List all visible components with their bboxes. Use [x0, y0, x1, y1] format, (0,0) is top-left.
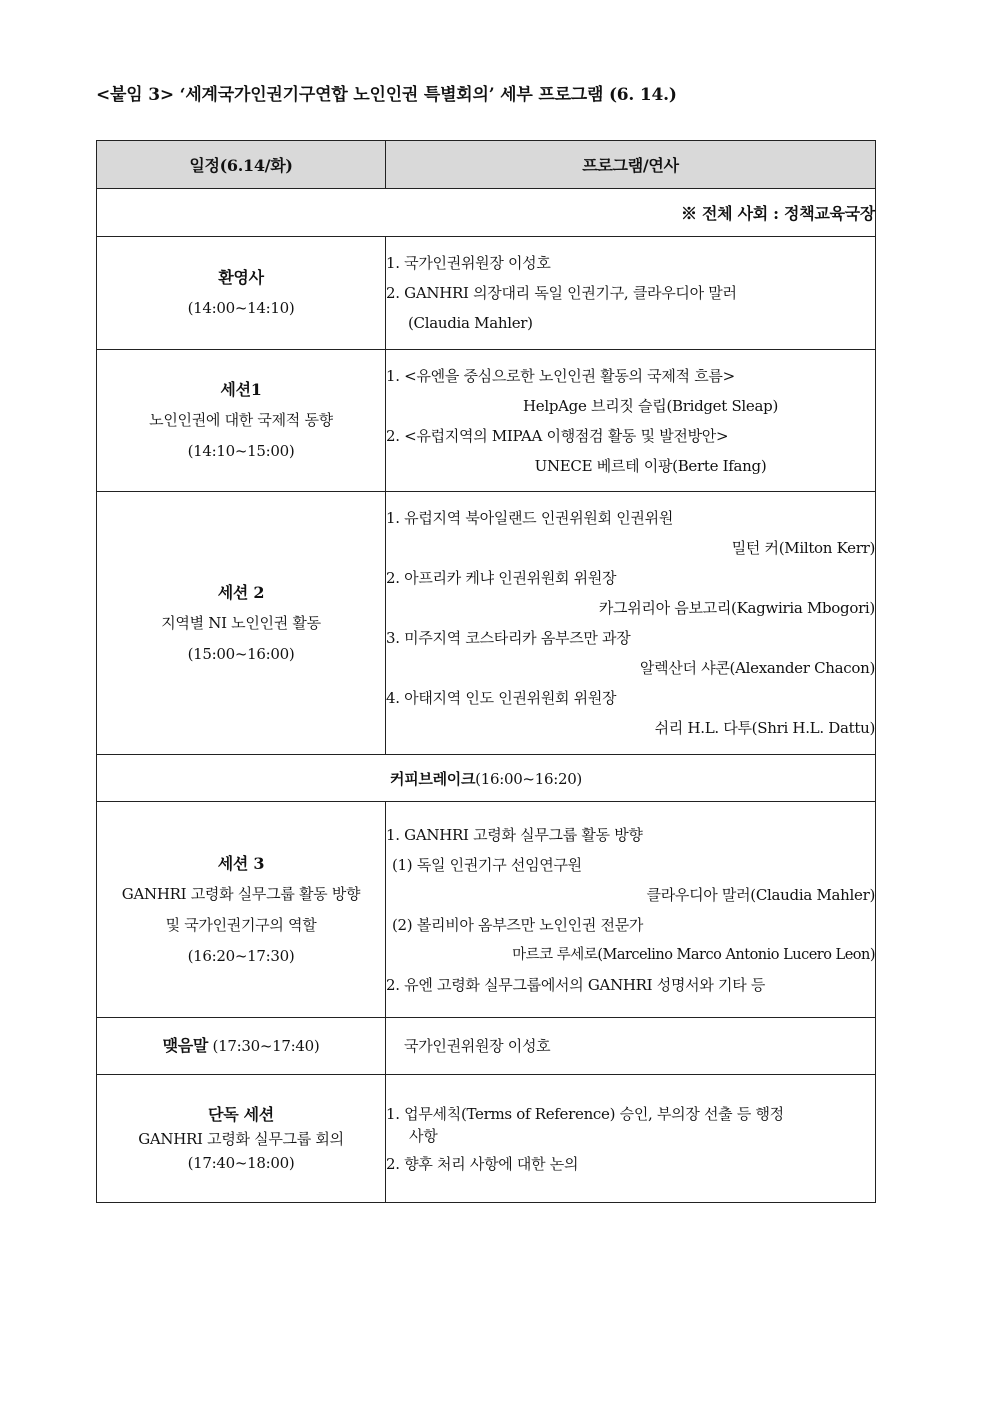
session1-name: 세션1 — [220, 380, 262, 399]
session2-name: 세션 2 — [217, 582, 265, 602]
session3-time: (16:20~17:30) — [187, 946, 295, 965]
session2-item4: 4. 아태지역 인도 인권위원회 위원장 — [386, 689, 617, 707]
solo-time: (17:40~18:00) — [187, 1153, 295, 1172]
coffee-time: (16:00~16:20) — [475, 769, 582, 788]
coffee-label: 커피브레이크 — [390, 769, 476, 788]
welcome-row — [97, 237, 876, 350]
header-schedule: 일정(6.14/화) — [97, 141, 386, 189]
welcome-line2b: (Claudia Mahler) — [408, 314, 533, 332]
session1-speaker1: HelpAge 브리짓 슬립(Bridget Sleap) — [522, 396, 779, 415]
welcome-line1: 1. 국가인권위원장 이성호 — [386, 254, 551, 272]
session3-item2: 2. 유엔 고령화 실무그룹에서의 GANHRI 성명서와 기타 등 — [386, 975, 766, 994]
moderator-note: ※ 전체 사회 : 정책교육국장 — [97, 189, 876, 237]
closing-program — [386, 1018, 876, 1075]
solo-name: 단독 세션 — [208, 1104, 274, 1124]
closing-time: (17:30~17:40) — [208, 1037, 320, 1055]
session3-item1: 1. GANHRI 고령화 실무그룹 활동 방향 — [386, 825, 643, 844]
session1-speaker2: UNECE 베르테 이팡(Berte Ifang) — [534, 456, 767, 475]
session3-schedule — [97, 802, 386, 1018]
solo-item1b: 사항 — [409, 1126, 438, 1145]
welcome-line2: 2. GANHRI 의장대리 독일 인권기구, 클라우디아 말러 — [386, 284, 737, 302]
moderator-row — [97, 189, 876, 237]
solo-subtitle: GANHRI 고령화 실무그룹 회의 — [138, 1129, 344, 1148]
session2-speaker4: 쉬리 H.L. 다투(Shri H.L. Dattu) — [654, 719, 875, 737]
solo-item2: 2. 향후 처리 사항에 대한 논의 — [386, 1154, 579, 1173]
solo-row — [97, 1075, 876, 1203]
session3-sub2: (2) 볼리비아 옴부즈만 노인인권 전문가 — [392, 915, 644, 934]
session3-program — [386, 802, 876, 1018]
solo-item1a: 1. 업무세칙(Terms of Reference) 승인, 부의장 선출 등 행정 — [386, 1104, 784, 1123]
session1-item2: 2. <유럽지역의 MIPAA 이행점검 활동 및 발전방안> — [386, 426, 729, 445]
table-header-row — [97, 141, 876, 189]
session1-schedule — [97, 350, 386, 492]
session3-sub1: (1) 독일 인권기구 선임연구원 — [392, 855, 582, 874]
session2-speaker2: 카그위리아 음보고리(Kagwiria Mbogori) — [598, 599, 875, 617]
session1-time: (14:10~15:00) — [187, 442, 295, 460]
session2-schedule — [97, 492, 386, 755]
session2-item1: 1. 유럽지역 북아일랜드 인권위원회 인권위원 — [386, 509, 674, 527]
session1-item1: 1. <유엔을 중심으로한 노인인권 활동의 국제적 흐름> — [386, 366, 735, 385]
session2-item3: 3. 미주지역 코스타리카 옴부즈만 과장 — [386, 629, 631, 647]
closing-schedule — [97, 1018, 386, 1075]
coffee-break — [97, 755, 876, 802]
session2-program — [386, 492, 876, 755]
page-title: <붙임 3> ‘세계국가인권기구연합 노인인권 특별회의’ 세부 프로그램 (6. 14.) — [96, 85, 677, 105]
coffee-row — [97, 755, 876, 802]
session2-subtitle: 지역별 NI 노인인권 활동 — [161, 613, 321, 632]
welcome-schedule — [97, 237, 386, 350]
closing-row — [97, 1018, 876, 1075]
session2-row — [97, 492, 876, 755]
session3-speaker1: 클라우디아 말러(Claudia Mahler) — [646, 885, 875, 904]
welcome-name: 환영사 — [218, 268, 264, 287]
session3-row — [97, 802, 876, 1018]
session3-subtitle2: 및 국가인권기구의 역할 — [165, 915, 317, 934]
session2-item2: 2. 아프리카 케냐 인권위원회 위원장 — [386, 569, 617, 587]
solo-schedule — [97, 1075, 386, 1203]
program-table — [96, 140, 876, 1203]
session2-speaker1: 밀턴 커(Milton Kerr) — [731, 539, 875, 557]
session3-name: 세션 3 — [217, 853, 265, 873]
solo-program — [386, 1075, 876, 1203]
session1-program — [386, 350, 876, 492]
session3-speaker2: 마르코 루세로(Marcelino Marco Antonio Lucero Leon) — [512, 946, 875, 963]
welcome-time: (14:00~14:10) — [187, 299, 295, 317]
header-program: 프로그램/연사 — [386, 141, 876, 189]
closing-speaker: 국가인권위원장 이성호 — [404, 1037, 551, 1055]
session2-speaker3: 알렉산더 샤콘(Alexander Chacon) — [639, 659, 875, 677]
welcome-program — [386, 237, 876, 350]
session1-subtitle: 노인인권에 대한 국제적 동향 — [149, 411, 333, 429]
session3-subtitle1: GANHRI 고령화 실무그룹 활동 방향 — [121, 884, 361, 903]
session1-row — [97, 350, 876, 492]
session2-time: (15:00~16:00) — [187, 644, 295, 663]
closing-name: 맺음말 — [162, 1036, 209, 1055]
